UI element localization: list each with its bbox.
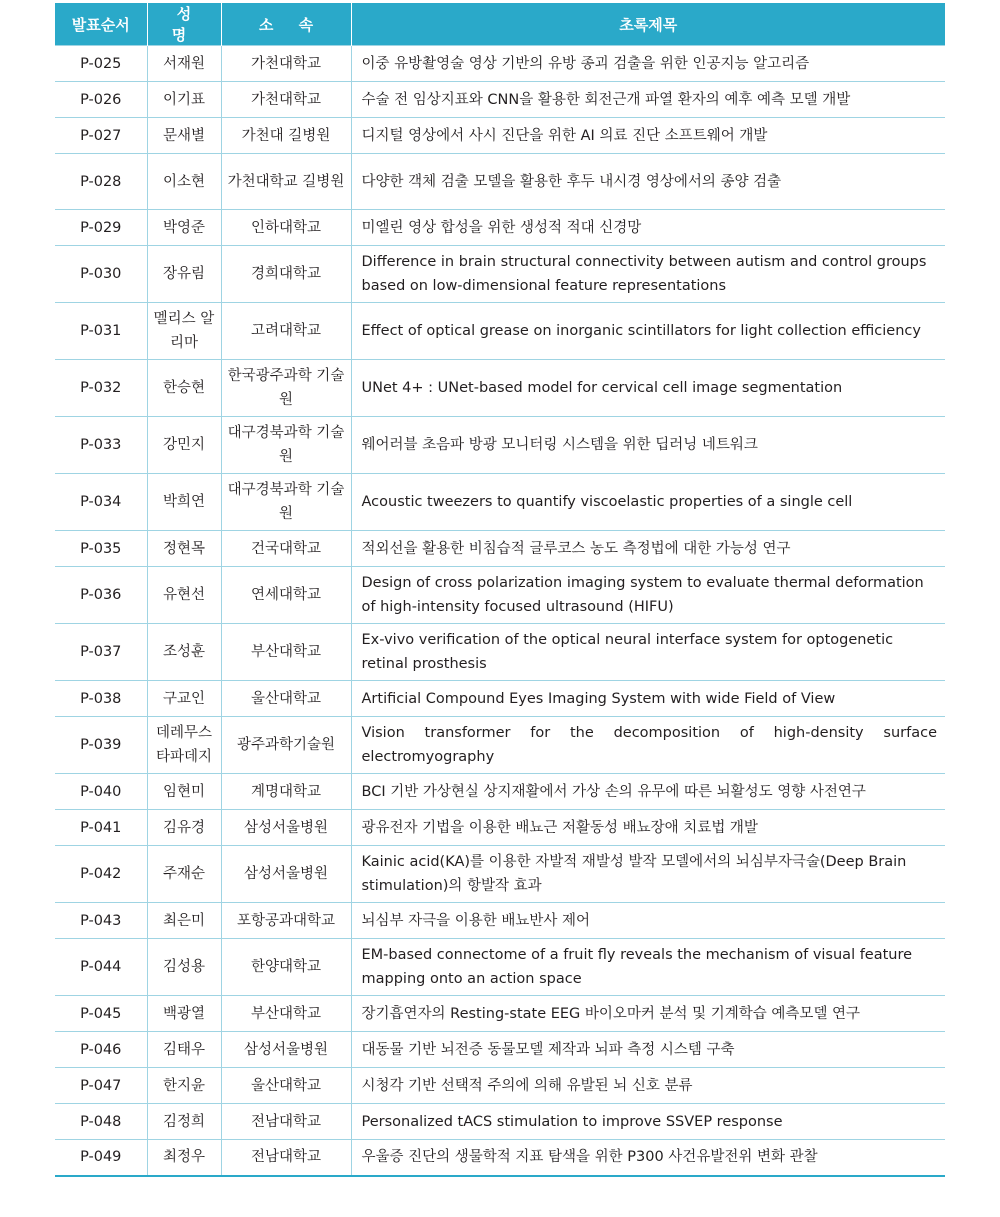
- affiliation: 울산대학교: [221, 1068, 351, 1104]
- affiliation: 가천대학교 길병원: [221, 154, 351, 210]
- affiliation: 인하대학교: [221, 210, 351, 246]
- presentation-order: P-034: [55, 474, 147, 531]
- abstract-title: 우울증 진단의 생물학적 지표 탐색을 위한 P300 사건유발전위 변화 관찰: [351, 1140, 945, 1176]
- presentation-order: P-044: [55, 939, 147, 996]
- poster-presentation-table: [55, 3, 945, 1177]
- abstract-title: 미엘린 영상 합성을 위한 생성적 적대 신경망: [351, 210, 945, 246]
- abstract-title: Personalized tACS stimulation to improve SSVEP response: [351, 1104, 945, 1140]
- affiliation: 가천대학교: [221, 46, 351, 82]
- affiliation: 건국대학교: [221, 531, 351, 567]
- presentation-order: P-048: [55, 1104, 147, 1140]
- abstract-title: 적외선을 활용한 비침습적 글루코스 농도 측정법에 대한 가능성 연구: [351, 531, 945, 567]
- presenter-name: 한지윤: [147, 1068, 221, 1104]
- presentation-order: P-025: [55, 46, 147, 82]
- affiliation: 삼성서울병원: [221, 846, 351, 903]
- abstract-title: BCI 기반 가상현실 상지재활에서 가상 손의 유무에 따른 뇌활성도 영향 사전연구: [351, 774, 945, 810]
- presentation-order: P-049: [55, 1140, 147, 1176]
- table-row: [55, 360, 945, 417]
- table-row: [55, 246, 945, 303]
- abstract-title: 수술 전 임상지표와 CNN을 활용한 회전근개 파열 환자의 예후 예측 모델 개발: [351, 82, 945, 118]
- presentation-order: P-038: [55, 681, 147, 717]
- presenter-name: 서재원: [147, 46, 221, 82]
- abstract-title: Acoustic tweezers to quantify viscoelastic properties of a single cell: [351, 474, 945, 531]
- presenter-name: 한승현: [147, 360, 221, 417]
- table-row: [55, 1068, 945, 1104]
- table-row: [55, 417, 945, 474]
- presentation-order: P-032: [55, 360, 147, 417]
- presenter-name: 멜리스 알리마: [147, 303, 221, 360]
- table-row: [55, 996, 945, 1032]
- affiliation: 울산대학교: [221, 681, 351, 717]
- abstract-title: EM-based connectome of a fruit fly reveals the mechanism of visual feature mapping onto an action space: [351, 939, 945, 996]
- presenter-name: 구교인: [147, 681, 221, 717]
- presenter-name: 김정희: [147, 1104, 221, 1140]
- presenter-name: 조성훈: [147, 624, 221, 681]
- affiliation: 광주과학기술원: [221, 717, 351, 774]
- table-row: [55, 774, 945, 810]
- abstract-title: 장기흡연자의 Resting-state EEG 바이오마커 분석 및 기계학습 예측모델 연구: [351, 996, 945, 1032]
- table-row: [55, 810, 945, 846]
- presenter-name: 문새별: [147, 118, 221, 154]
- table-row: [55, 681, 945, 717]
- abstract-title: 시청각 기반 선택적 주의에 의해 유발된 뇌 신호 분류: [351, 1068, 945, 1104]
- affiliation: 한양대학교: [221, 939, 351, 996]
- presenter-name: 김성용: [147, 939, 221, 996]
- presenter-name: 데레무스 타파데지: [147, 717, 221, 774]
- affiliation: 가천대 길병원: [221, 118, 351, 154]
- presenter-name: 김유경: [147, 810, 221, 846]
- affiliation: 포항공과대학교: [221, 903, 351, 939]
- abstract-title: 대동물 기반 뇌전증 동물모델 제작과 뇌파 측정 시스템 구축: [351, 1032, 945, 1068]
- table-row: [55, 46, 945, 82]
- presentation-order: P-040: [55, 774, 147, 810]
- table-row: [55, 303, 945, 360]
- header-affiliation: 소 속: [221, 3, 351, 46]
- presenter-name: 박영준: [147, 210, 221, 246]
- table-header-row: [55, 3, 945, 46]
- affiliation: 대구경북과학 기술원: [221, 417, 351, 474]
- presentation-order: P-046: [55, 1032, 147, 1068]
- table-row: [55, 717, 945, 774]
- presenter-name: 유현선: [147, 567, 221, 624]
- abstract-title: Kainic acid(KA)를 이용한 자발적 재발성 발작 모델에서의 뇌심부자극술(Deep Brain stimulation)의 항발작 효과: [351, 846, 945, 903]
- presenter-name: 최정우: [147, 1140, 221, 1176]
- abstract-title: Difference in brain structural connectivity between autism and control groups based on low-dimensional feature representations: [351, 246, 945, 303]
- presentation-order: P-037: [55, 624, 147, 681]
- presentation-order: P-029: [55, 210, 147, 246]
- table-row: [55, 1104, 945, 1140]
- header-order: 발표순서: [55, 3, 147, 46]
- affiliation: 계명대학교: [221, 774, 351, 810]
- presenter-name: 이소현: [147, 154, 221, 210]
- presenter-name: 최은미: [147, 903, 221, 939]
- presentation-order: P-047: [55, 1068, 147, 1104]
- affiliation: 전남대학교: [221, 1140, 351, 1176]
- affiliation: 한국광주과학 기술원: [221, 360, 351, 417]
- table-row: [55, 154, 945, 210]
- presenter-name: 김태우: [147, 1032, 221, 1068]
- presenter-name: 장유림: [147, 246, 221, 303]
- affiliation: 부산대학교: [221, 996, 351, 1032]
- presentation-order: P-026: [55, 82, 147, 118]
- presenter-name: 박희연: [147, 474, 221, 531]
- abstract-title: 광유전자 기법을 이용한 배뇨근 저활동성 배뇨장애 치료법 개발: [351, 810, 945, 846]
- table-row: [55, 210, 945, 246]
- table-row: [55, 531, 945, 567]
- header-title: 초록제목: [351, 3, 945, 46]
- affiliation: 경희대학교: [221, 246, 351, 303]
- affiliation: 가천대학교: [221, 82, 351, 118]
- table-row: [55, 1032, 945, 1068]
- affiliation: 부산대학교: [221, 624, 351, 681]
- presentation-order: P-031: [55, 303, 147, 360]
- table-row: [55, 567, 945, 624]
- abstract-title: 뇌심부 자극을 이용한 배뇨반사 제어: [351, 903, 945, 939]
- presentation-order: P-027: [55, 118, 147, 154]
- table-row: [55, 118, 945, 154]
- abstract-title: 다양한 객체 검출 모델을 활용한 후두 내시경 영상에서의 종양 검출: [351, 154, 945, 210]
- header-name: 성 명: [147, 3, 221, 46]
- table-row: [55, 82, 945, 118]
- affiliation: 전남대학교: [221, 1104, 351, 1140]
- table-row: [55, 939, 945, 996]
- abstract-title: Artificial Compound Eyes Imaging System with wide Field of View: [351, 681, 945, 717]
- presentation-order: P-035: [55, 531, 147, 567]
- presenter-name: 주재순: [147, 846, 221, 903]
- table-row: [55, 846, 945, 903]
- affiliation: 고려대학교: [221, 303, 351, 360]
- abstract-title: 이중 유방촬영술 영상 기반의 유방 종괴 검출을 위한 인공지능 알고리즘: [351, 46, 945, 82]
- affiliation: 삼성서울병원: [221, 810, 351, 846]
- affiliation: 연세대학교: [221, 567, 351, 624]
- table-row: [55, 474, 945, 531]
- presenter-name: 이기표: [147, 82, 221, 118]
- abstract-title: Design of cross polarization imaging system to evaluate thermal deformation of high-intensity focused ultrasound (HIFU): [351, 567, 945, 624]
- abstract-schedule: [55, 3, 945, 1177]
- presentation-order: P-041: [55, 810, 147, 846]
- presentation-order: P-036: [55, 567, 147, 624]
- table-row: [55, 1140, 945, 1176]
- abstract-title: Effect of optical grease on inorganic scintillators for light collection efficiency: [351, 303, 945, 360]
- abstract-title: UNet 4+ : UNet-based model for cervical cell image segmentation: [351, 360, 945, 417]
- affiliation: 대구경북과학 기술원: [221, 474, 351, 531]
- presenter-name: 강민지: [147, 417, 221, 474]
- presenter-name: 임현미: [147, 774, 221, 810]
- table-row: [55, 624, 945, 681]
- presentation-order: P-045: [55, 996, 147, 1032]
- affiliation: 삼성서울병원: [221, 1032, 351, 1068]
- presenter-name: 정현목: [147, 531, 221, 567]
- presentation-order: P-033: [55, 417, 147, 474]
- presentation-order: P-028: [55, 154, 147, 210]
- abstract-title: 웨어러블 초음파 방광 모니터링 시스템을 위한 딥러닝 네트워크: [351, 417, 945, 474]
- presentation-order: P-042: [55, 846, 147, 903]
- presentation-order: P-043: [55, 903, 147, 939]
- presentation-order: P-030: [55, 246, 147, 303]
- presenter-name: 백광열: [147, 996, 221, 1032]
- abstract-title: Ex-vivo verification of the optical neural interface system for optogenetic retinal prosthesis: [351, 624, 945, 681]
- presentation-order: P-039: [55, 717, 147, 774]
- table-row: [55, 903, 945, 939]
- abstract-title: 디지털 영상에서 사시 진단을 위한 AI 의료 진단 소프트웨어 개발: [351, 118, 945, 154]
- abstract-title: Vision transformer for the decomposition of high-density surface electromyography: [351, 717, 945, 774]
